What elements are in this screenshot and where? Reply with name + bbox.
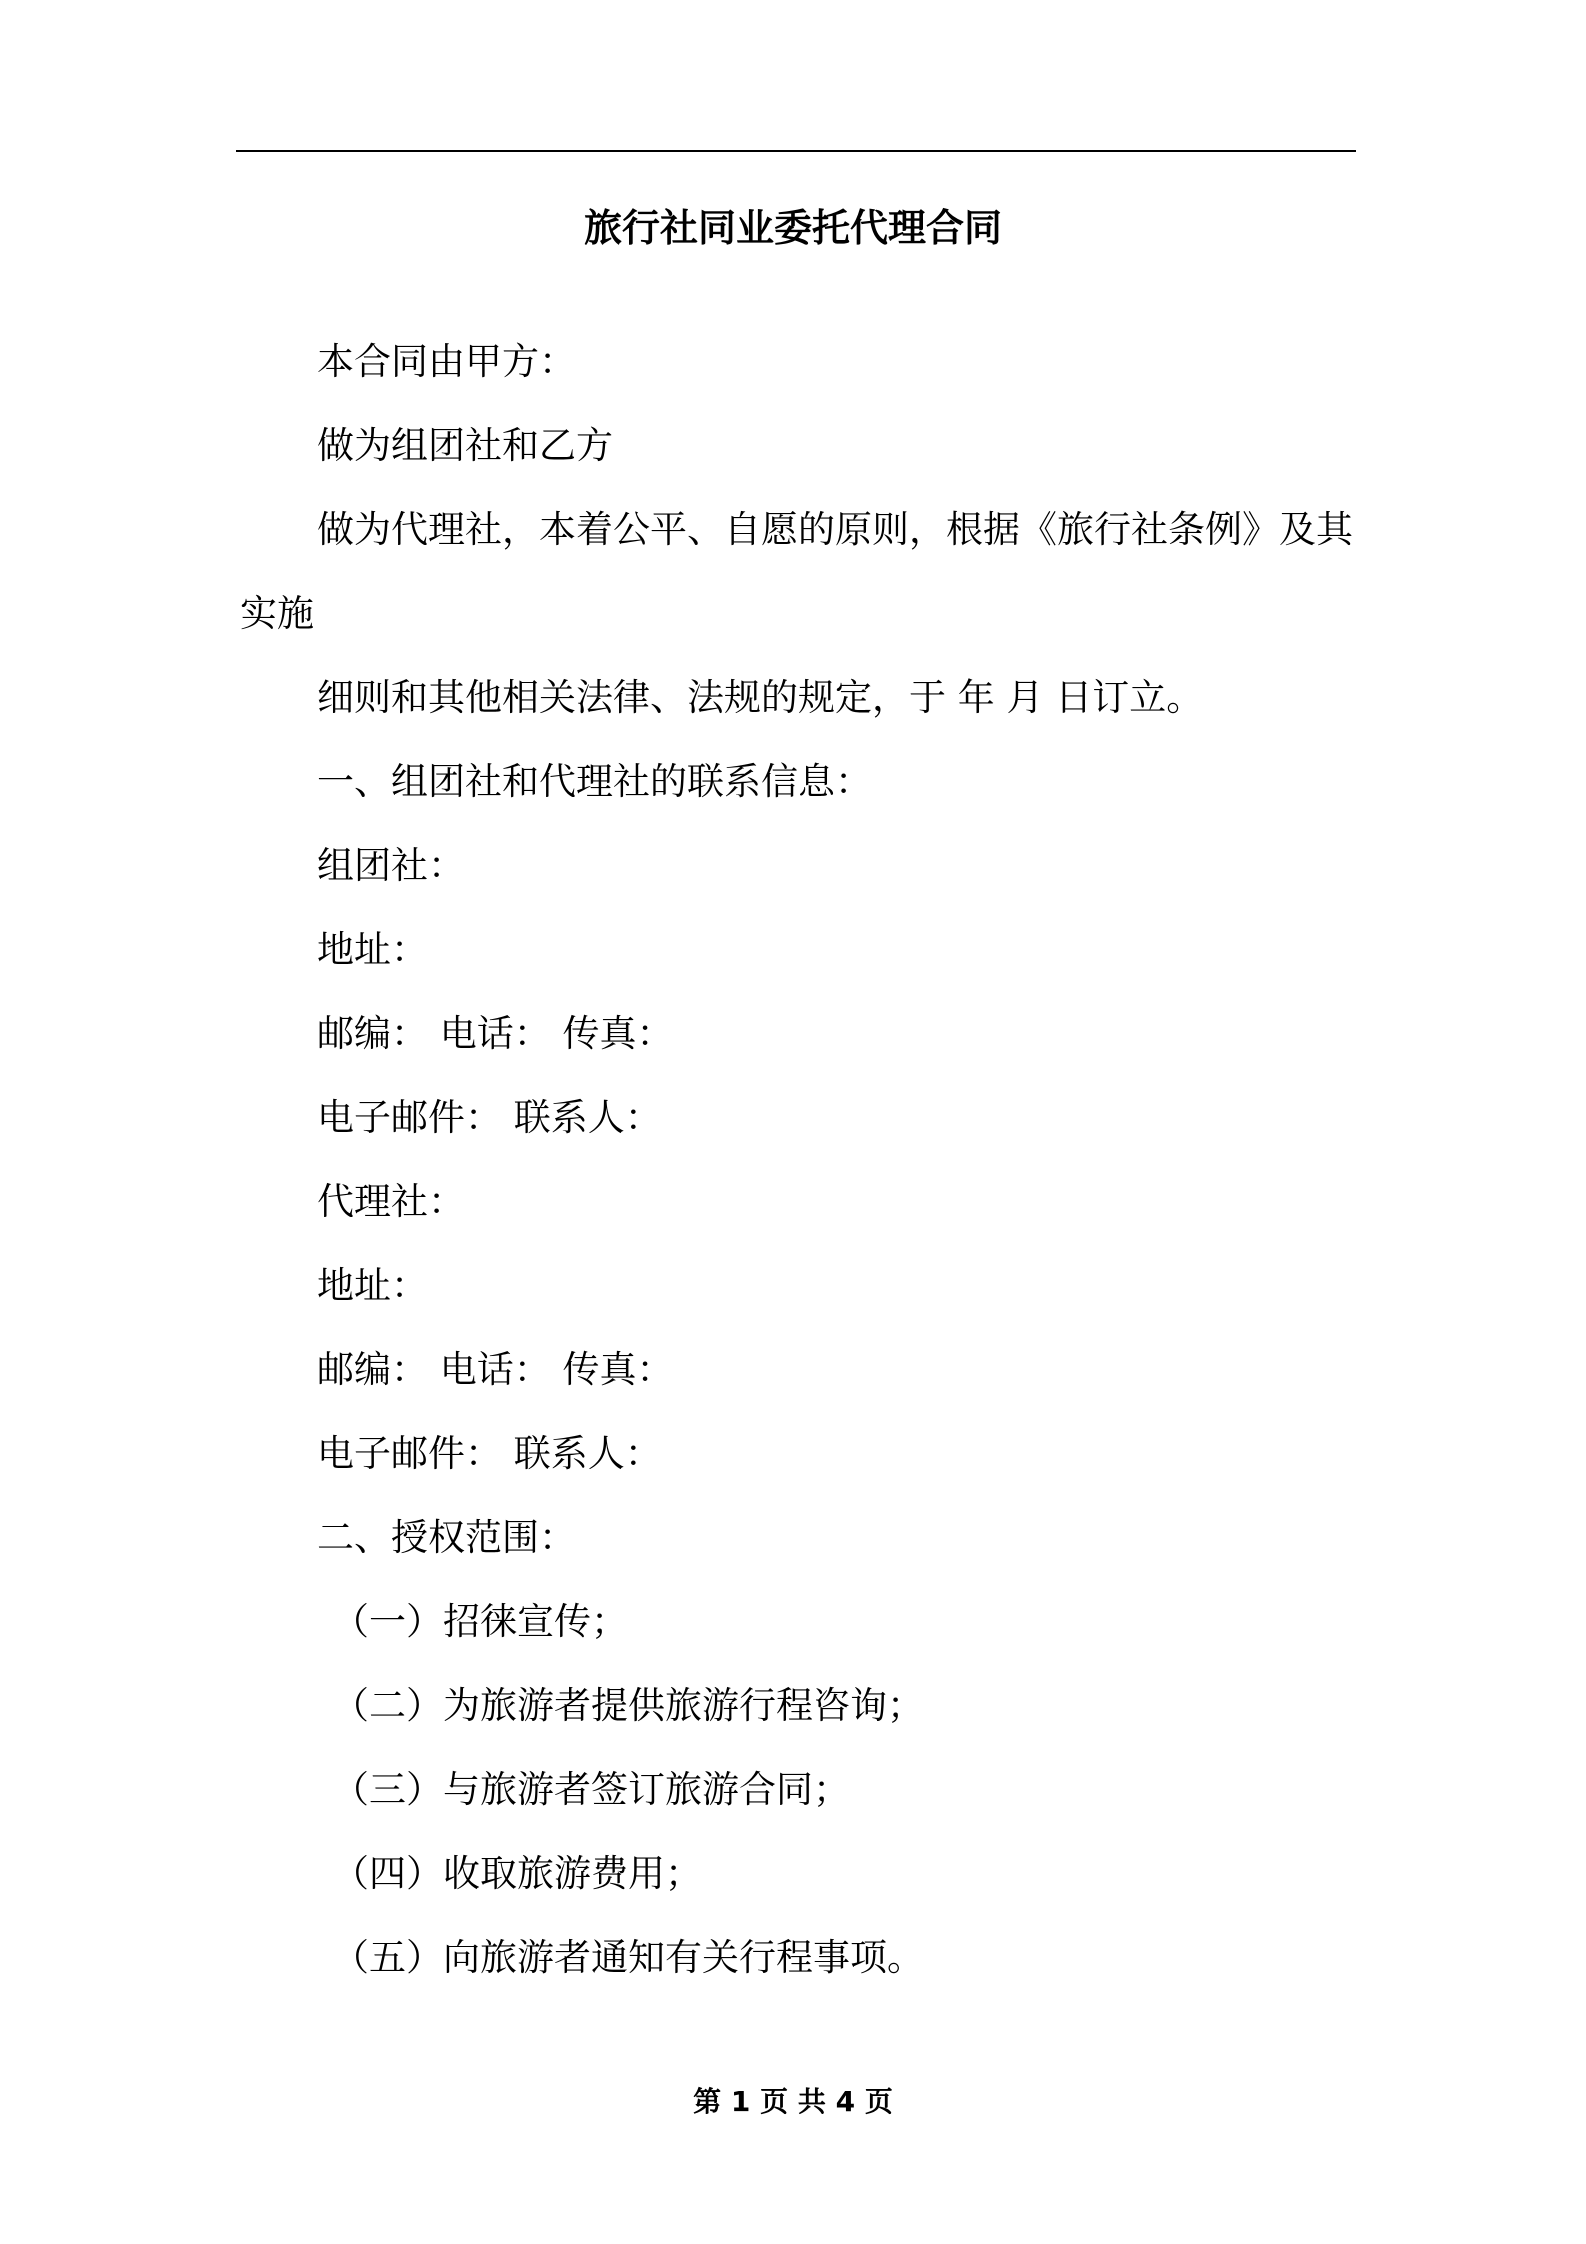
list-item: （五）向旅游者通知有关行程事项。 xyxy=(332,1936,924,1979)
list-item: （三）与旅游者签订旅游合同； xyxy=(332,1768,850,1811)
section-heading: 一、组团社和代理社的联系信息： xyxy=(317,760,872,803)
section-heading: 二、授权范围： xyxy=(317,1516,576,1559)
field-label: 电子邮件： 联系人： xyxy=(317,1096,662,1139)
page-footer: 第 1 页 共 4 页 xyxy=(693,2085,893,2118)
field-label: 邮编： 电话： 传真： xyxy=(317,1348,674,1391)
list-item: （一）招徕宣传； xyxy=(332,1600,628,1643)
paragraph: 细则和其他相关法律、法规的规定，于 年 月 日订立。 xyxy=(317,676,1204,719)
paragraph: 做为组团社和乙方 xyxy=(317,424,613,467)
list-item: （四）收取旅游费用； xyxy=(332,1852,702,1895)
paragraph: 做为代理社，本着公平、自愿的原则，根据《旅行社条例》及其 xyxy=(317,508,1353,551)
field-label: 邮编： 电话： 传真： xyxy=(317,1012,674,1055)
field-label: 组团社： xyxy=(317,844,465,887)
list-item: （二）为旅游者提供旅游行程咨询； xyxy=(332,1684,924,1727)
field-label: 电子邮件： 联系人： xyxy=(317,1432,662,1475)
header-rule xyxy=(236,150,1356,152)
document-body xyxy=(240,320,1360,2000)
document-title: 旅行社同业委托代理合同 xyxy=(583,206,1002,250)
paragraph: 实施 xyxy=(240,592,314,635)
field-label: 地址： xyxy=(317,928,428,971)
field-label: 地址： xyxy=(317,1264,428,1307)
field-label: 代理社： xyxy=(317,1180,465,1223)
paragraph: 本合同由甲方： xyxy=(317,340,576,383)
